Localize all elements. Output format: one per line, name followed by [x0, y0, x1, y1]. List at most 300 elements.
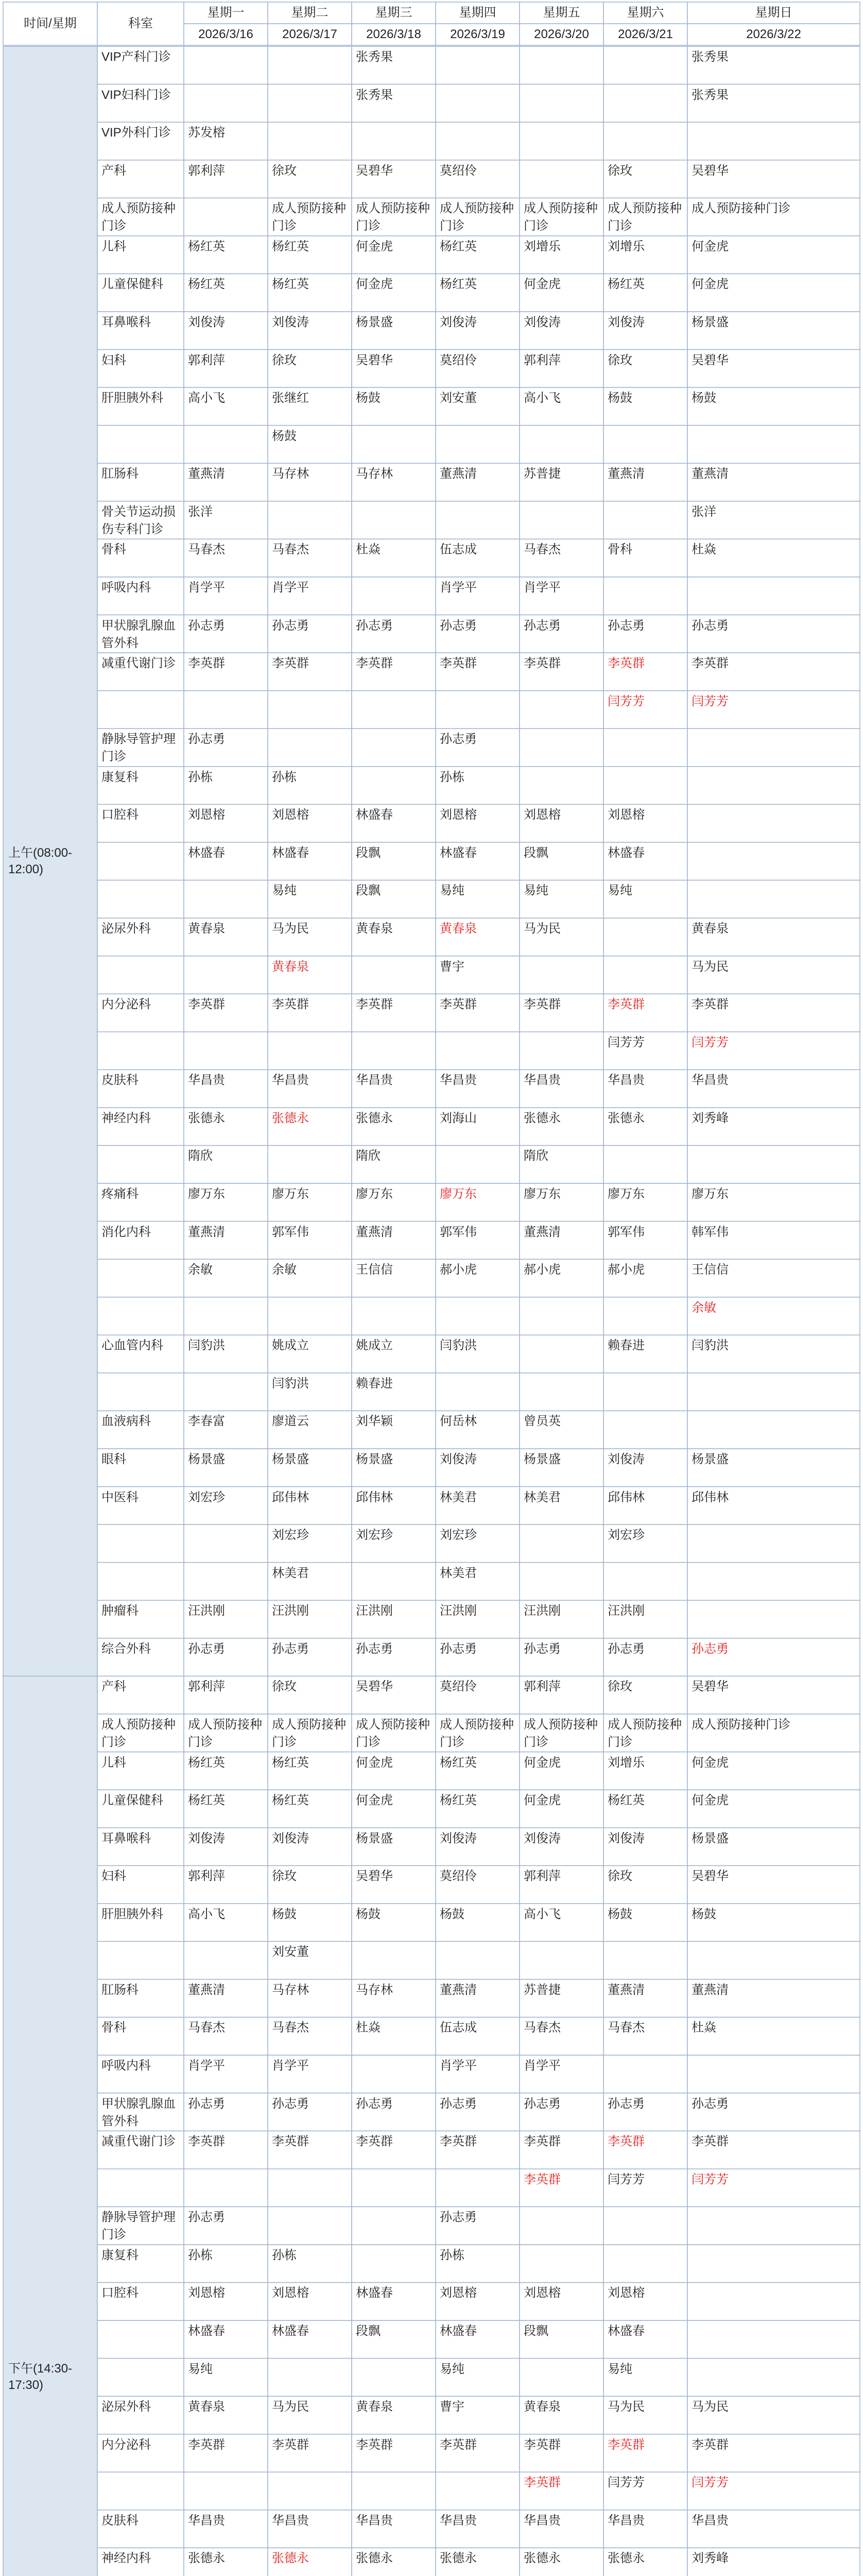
- doctor-name: 董燕清: [188, 1225, 225, 1239]
- doctor-name: 李英群: [356, 997, 393, 1012]
- dept-name: 泌尿外科: [101, 2400, 151, 2414]
- doctor-name: 汪洪刚: [524, 1604, 561, 1618]
- doctor-name: 郝小虎: [524, 1263, 561, 1277]
- dept-header-label: 科室: [128, 16, 153, 30]
- doctor-name: 林盛春: [272, 2324, 309, 2338]
- doctor-name: 张洋: [188, 504, 213, 519]
- doctor-name: 刘俊涛: [524, 315, 561, 329]
- doctor-name: 刘俊涛: [188, 315, 225, 329]
- schedule-cell: [603, 1373, 687, 1411]
- schedule-cell: [436, 46, 520, 84]
- dept-name: 妇科: [101, 1869, 126, 1884]
- doctor-name: 黄春泉: [356, 922, 393, 936]
- doctor-name: 李英群: [272, 997, 309, 1012]
- weekday-label: 星期四: [459, 6, 496, 20]
- doctor-name: 杨红英: [188, 277, 225, 292]
- schedule-cell: [268, 2472, 352, 2510]
- doctor-name: 杨景盛: [356, 1452, 393, 1466]
- doctor-name: 马春杰: [272, 543, 309, 557]
- schedule-cell: [687, 1941, 860, 1979]
- doctor-name: 吴碧华: [356, 353, 393, 367]
- doctor-name: 苏普捷: [524, 1982, 561, 1997]
- doctor-name: 王信信: [356, 1263, 393, 1277]
- schedule-cell: [436, 1373, 520, 1411]
- doctor-name: 杨鼓: [356, 391, 381, 405]
- dept-name: 产科: [101, 163, 126, 178]
- schedule-cell: [520, 1941, 603, 1979]
- doctor-name: 刘宏珍: [356, 1528, 393, 1543]
- doctor-name: 孙志勇: [440, 618, 477, 633]
- doctor-name: 杨鼓: [440, 1907, 464, 1921]
- doctor-name: 孙志勇: [608, 618, 645, 633]
- doctor-name: 闫芳芳: [608, 2476, 645, 2490]
- doctor-name: 肖学平: [272, 2059, 309, 2073]
- schedule-cell: [436, 84, 520, 123]
- doctor-name: 李英群: [524, 2476, 561, 2490]
- doctor-name: 杨红英: [188, 239, 225, 253]
- doctor-name: 郭利萍: [524, 353, 561, 367]
- doctor-name: 杨景盛: [188, 1452, 225, 1466]
- doctor-name: 刘恩榕: [440, 808, 477, 822]
- dept-name: 耳鼻喉科: [101, 315, 151, 329]
- doctor-name: 董燕清: [608, 1982, 645, 1997]
- doctor-name: 何金虎: [524, 1793, 561, 1808]
- doctor-name: 何金虎: [524, 1755, 561, 1770]
- dept-name: 呼吸内科: [101, 580, 151, 595]
- schedule-cell: [352, 2169, 436, 2207]
- doctor-name: 刘安董: [440, 391, 477, 405]
- doctor-name: 张秀果: [356, 88, 393, 102]
- doctor-name: 廖万东: [440, 1187, 477, 1201]
- doctor-name: 刘恩榕: [272, 808, 309, 822]
- doctor-name: 邱伟林: [608, 1490, 645, 1504]
- doctor-name: 张德永: [524, 2551, 561, 2566]
- dept-name: VIP产科门诊: [101, 50, 171, 64]
- doctor-name: 徐玫: [272, 353, 297, 367]
- schedule-cell: [520, 46, 603, 84]
- doctor-name: 杨红英: [272, 1793, 309, 1808]
- doctor-name: 段飘: [356, 884, 381, 898]
- doctor-name: 李英群: [356, 2134, 393, 2149]
- doctor-name: 廖万东: [608, 1187, 645, 1201]
- schedule-cell: [184, 1297, 268, 1335]
- doctor-name: 段飘: [356, 845, 381, 860]
- doctor-name: 华昌贵: [692, 1073, 729, 1088]
- dept-name: 神经内科: [101, 2551, 151, 2566]
- doctor-name: 林盛春: [188, 2324, 225, 2338]
- doctor-name: 李英群: [440, 656, 477, 671]
- doctor-name: 董燕清: [608, 467, 645, 481]
- doctor-name: 易纯: [440, 884, 464, 898]
- doctor-name: 易纯: [188, 2362, 213, 2376]
- doctor-name: 曾员英: [524, 1414, 561, 1429]
- doctor-name: 孙志勇: [188, 618, 225, 633]
- doctor-name: 刘华颖: [356, 1414, 393, 1429]
- schedule-cell: [687, 122, 860, 160]
- doctor-name: 杨鼓: [692, 391, 716, 405]
- schedule-cell: [268, 84, 352, 123]
- dept-name: VIP妇科门诊: [101, 88, 171, 102]
- schedule-cell: [436, 1941, 520, 1979]
- doctor-name: 孙志勇: [524, 618, 561, 633]
- weekday-label: 星期五: [543, 6, 580, 20]
- doctor-name: 廖万东: [272, 1187, 309, 1201]
- doctor-name: 吴碧华: [692, 1869, 729, 1884]
- dept-name: 甲状腺乳腺血管外科: [101, 618, 176, 650]
- doctor-name: 肖学平: [524, 2059, 561, 2073]
- doctor-name: 何金虎: [692, 1793, 729, 1808]
- doctor-name: 张秀果: [356, 50, 393, 64]
- doctor-name: 董燕清: [188, 467, 225, 481]
- doctor-name: 李英群: [188, 2437, 225, 2452]
- doctor-name: 易纯: [608, 884, 632, 898]
- schedule-cell: [687, 1563, 860, 1601]
- doctor-name: 林美君: [440, 1566, 477, 1580]
- doctor-name: 杨红英: [608, 1793, 645, 1808]
- doctor-name: 伍志成: [440, 2021, 477, 2035]
- doctor-name: 廖万东: [692, 1187, 729, 1201]
- doctor-name: 张德永: [188, 2551, 225, 2566]
- period-label: 下午(14:30-17:30): [8, 2362, 73, 2393]
- doctor-name: 廖万东: [188, 1187, 225, 1201]
- doctor-name: 何金虎: [524, 277, 561, 292]
- doctor-name: 孙志勇: [440, 732, 477, 747]
- schedule-cell: [436, 1297, 520, 1335]
- schedule-cell: [603, 577, 687, 615]
- doctor-name: 闫芳芳: [692, 2476, 729, 2490]
- doctor-name: 刘安董: [272, 1945, 309, 1959]
- doctor-name: 肖学平: [524, 580, 561, 595]
- doctor-name: 李英群: [692, 656, 729, 671]
- doctor-name: 杨鼓: [608, 1907, 632, 1921]
- doctor-name: 刘秀峰: [692, 1111, 729, 1125]
- doctor-name: 杨景盛: [272, 1452, 309, 1466]
- doctor-name: 汪洪刚: [356, 1604, 393, 1618]
- dept-name: 成人预防接种门诊: [101, 1717, 176, 1749]
- dept-name: 泌尿外科: [101, 922, 151, 936]
- doctor-name: 刘增乐: [608, 239, 645, 253]
- schedule-cell: [603, 122, 687, 160]
- doctor-name: 吴碧华: [692, 1680, 729, 1694]
- date-label: 2026/3/19: [450, 27, 505, 41]
- doctor-name: 杜焱: [356, 2021, 381, 2035]
- dept-name: 骨关节运动损伤专科门诊: [101, 504, 176, 536]
- dept-name: 骨科: [101, 2021, 126, 2035]
- schedule-cell: [184, 880, 268, 918]
- date-label: 2026/3/22: [746, 27, 801, 41]
- doctor-name: 邱伟林: [692, 1490, 729, 1504]
- doctor-name: 张秀果: [692, 88, 729, 102]
- doctor-name: 苏普捷: [524, 467, 561, 481]
- schedule-cell: [352, 956, 436, 994]
- schedule-cell: [520, 1373, 603, 1411]
- doctor-name: 张德永: [356, 1111, 393, 1125]
- doctor-name: 肖学平: [440, 580, 477, 595]
- schedule-cell: [352, 1032, 436, 1070]
- doctor-name: 孙志勇: [188, 2096, 225, 2111]
- doctor-name: 刘宏珍: [440, 1528, 477, 1543]
- doctor-name: 李英群: [356, 656, 393, 671]
- dept-cell: [97, 1524, 184, 1563]
- doctor-name: 郭利萍: [188, 163, 225, 178]
- doctor-name: 王信信: [692, 1263, 729, 1277]
- schedule-cell: [268, 2359, 352, 2397]
- doctor-name: 汪洪刚: [188, 1604, 225, 1618]
- schedule-cell: [352, 2245, 436, 2283]
- doctor-name: 伍志成: [440, 543, 477, 557]
- schedule-cell: [687, 1600, 860, 1638]
- doctor-name: 苏发榕: [188, 126, 225, 140]
- doctor-name: 赖春进: [356, 1376, 393, 1391]
- doctor-name: 华昌贵: [356, 1073, 393, 1088]
- doctor-name: 余敏: [692, 1300, 716, 1315]
- schedule-cell: [603, 46, 687, 84]
- doctor-name: 张德永: [608, 2551, 645, 2566]
- doctor-name: 郭军伟: [440, 1225, 477, 1239]
- weekday-label: 星期一: [207, 6, 245, 20]
- date-label: 2026/3/16: [198, 27, 253, 41]
- doctor-name: 李英群: [272, 2437, 309, 2452]
- doctor-name: 何金虎: [692, 277, 729, 292]
- doctor-name: 李英群: [692, 2134, 729, 2149]
- schedule-cell: [687, 804, 860, 842]
- doctor-name: 孙志勇: [692, 618, 729, 633]
- schedule-cell: [352, 122, 436, 160]
- doctor-name: 郝小虎: [608, 1263, 645, 1277]
- doctor-name: 汪洪刚: [608, 1604, 645, 1618]
- doctor-name: 余敏: [272, 1263, 297, 1277]
- dept-name: 肛肠科: [101, 467, 139, 481]
- dept-name: 内分泌科: [101, 2437, 151, 2452]
- doctor-name: 闫芳芳: [692, 2172, 729, 2187]
- weekday-label: 星期二: [291, 6, 329, 20]
- doctor-name: 孙志勇: [272, 618, 309, 633]
- schedule-cell: [184, 46, 268, 84]
- doctor-name: 成人预防接种门诊: [524, 201, 598, 233]
- doctor-name: 孙志勇: [272, 2096, 309, 2111]
- dept-name: 呼吸内科: [101, 2059, 151, 2073]
- doctor-name: 何金虎: [356, 1755, 393, 1770]
- doctor-name: 黄春泉: [272, 959, 309, 974]
- doctor-name: 马春杰: [272, 2021, 309, 2035]
- doctor-name: 曹宇: [440, 959, 464, 974]
- doctor-name: 李英群: [524, 2134, 561, 2149]
- doctor-name: 何金虎: [356, 1793, 393, 1808]
- schedule-cell: [352, 501, 436, 539]
- dept-cell: [97, 426, 184, 464]
- doctor-name: 汪洪刚: [272, 1604, 309, 1618]
- schedule-cell: [352, 426, 436, 464]
- doctor-name: 杨景盛: [524, 1452, 561, 1466]
- schedule-cell: [603, 2245, 687, 2283]
- dept-name: 肝胆胰外科: [101, 1907, 163, 1921]
- schedule-cell: [184, 1373, 268, 1411]
- dept-cell: [97, 691, 184, 729]
- schedule-cell: [268, 1032, 352, 1070]
- doctor-name: 肖学平: [272, 580, 309, 595]
- schedule-cell: [603, 501, 687, 539]
- dept-name: 神经内科: [101, 1111, 151, 1125]
- dept-name: 皮肤科: [101, 2513, 139, 2528]
- dept-name: 产科: [101, 1680, 126, 1694]
- doctor-name: 张继红: [272, 391, 309, 405]
- dept-name: 心血管内科: [101, 1338, 163, 1353]
- doctor-name: 刘俊涛: [608, 1452, 645, 1466]
- doctor-name: 刘俊涛: [188, 1831, 225, 1845]
- doctor-name: 刘俊涛: [440, 315, 477, 329]
- doctor-name: 杨红英: [440, 277, 477, 292]
- schedule-cell: [603, 1297, 687, 1335]
- doctor-name: 成人预防接种门诊: [440, 1717, 514, 1749]
- schedule-cell: [520, 1297, 603, 1335]
- doctor-name: 吴碧华: [692, 353, 729, 367]
- schedule-cell: [268, 691, 352, 729]
- doctor-name: 林盛春: [356, 2286, 393, 2300]
- doctor-name: 华昌贵: [440, 2513, 477, 2528]
- schedule-cell: [520, 122, 603, 160]
- schedule-cell: [603, 1941, 687, 1979]
- schedule-cell: [687, 2245, 860, 2283]
- dept-cell: [97, 1145, 184, 1183]
- doctor-name: 骨科: [608, 543, 632, 557]
- doctor-name: 何金虎: [692, 1755, 729, 1770]
- doctor-name: 刘恩榕: [524, 808, 561, 822]
- doctor-name: 马为民: [692, 2400, 729, 2414]
- schedule-cell: [184, 1524, 268, 1563]
- doctor-name: 郭利萍: [188, 1869, 225, 1884]
- schedule-cell: [184, 2472, 268, 2510]
- doctor-name: 华昌贵: [692, 2513, 729, 2528]
- doctor-name: 杨红英: [440, 1755, 477, 1770]
- doctor-name: 郭利萍: [188, 353, 225, 367]
- schedule-cell: [436, 2472, 520, 2510]
- schedule-cell: [352, 728, 436, 767]
- doctor-name: 高小飞: [524, 391, 561, 405]
- doctor-name: 杨红英: [188, 1793, 225, 1808]
- dept-name: 口腔科: [101, 2286, 139, 2300]
- doctor-name: 段飘: [524, 2324, 548, 2338]
- doctor-name: 马为民: [608, 2400, 645, 2414]
- schedule-cell: [687, 2282, 860, 2320]
- doctor-name: 张秀果: [692, 50, 729, 64]
- doctor-name: 成人预防接种门诊: [188, 1717, 262, 1749]
- doctor-name: 李英群: [272, 2134, 309, 2149]
- dept-cell: [97, 2169, 184, 2207]
- schedule-cell: [268, 2169, 352, 2207]
- schedule-cell: [520, 501, 603, 539]
- schedule-cell: [520, 2245, 603, 2283]
- doctor-name: 孙志勇: [608, 1641, 645, 1656]
- schedule-cell: [436, 1032, 520, 1070]
- dept-name: VIP外科门诊: [101, 126, 171, 140]
- schedule-cell: [603, 767, 687, 805]
- doctor-name: 高小飞: [188, 391, 225, 405]
- doctor-name: 吴碧华: [356, 1869, 393, 1884]
- schedule-cell: [520, 1032, 603, 1070]
- dept-cell: [97, 1373, 184, 1411]
- doctor-name: 董燕清: [692, 467, 729, 481]
- schedule-cell: [436, 1145, 520, 1183]
- doctor-name: 徐玫: [272, 1869, 297, 1884]
- doctor-name: 刘恩榕: [188, 808, 225, 822]
- doctor-name: 杜焱: [356, 543, 381, 557]
- doctor-name: 杜焱: [692, 543, 716, 557]
- doctor-name: 华昌贵: [524, 1073, 561, 1088]
- dept-name: 甲状腺乳腺血管外科: [101, 2096, 176, 2128]
- doctor-name: 隋欣: [188, 1149, 213, 1163]
- doctor-name: 马春杰: [188, 2021, 225, 2035]
- dept-name: 中医科: [101, 1490, 139, 1504]
- doctor-name: 杨鼓: [608, 391, 632, 405]
- doctor-name: 刘宏珍: [188, 1490, 225, 1504]
- doctor-name: 刘恩榕: [440, 2286, 477, 2300]
- doctor-name: 李英群: [440, 997, 477, 1012]
- doctor-name: 董燕清: [692, 1982, 729, 1997]
- doctor-name: 华昌贵: [188, 1073, 225, 1088]
- doctor-name: 马为民: [272, 2400, 309, 2414]
- schedule-cell: [603, 728, 687, 767]
- doctor-name: 莫绍伶: [440, 163, 477, 178]
- doctor-name: 林盛春: [272, 845, 309, 860]
- schedule-cell: [268, 728, 352, 767]
- doctor-name: 成人预防接种门诊: [356, 1717, 430, 1749]
- schedule-cell: [520, 767, 603, 805]
- doctor-name: 马为民: [692, 959, 729, 974]
- doctor-name: 张德永: [356, 2551, 393, 2566]
- dept-name: 肛肠科: [101, 1982, 139, 1997]
- schedule-cell: [352, 1563, 436, 1601]
- doctor-name: 成人预防接种门诊: [608, 201, 682, 233]
- doctor-name: 成人预防接种门诊: [440, 201, 514, 233]
- doctor-name: 刘俊涛: [608, 315, 645, 329]
- doctor-name: 郭利萍: [188, 1680, 225, 1694]
- doctor-name: 莫绍伶: [440, 353, 477, 367]
- doctor-name: 邱伟林: [272, 1490, 309, 1504]
- schedule-cell: [268, 501, 352, 539]
- doctor-name: 闫芳芳: [608, 2172, 645, 2187]
- doctor-name: 李英群: [524, 997, 561, 1012]
- doctor-name: 李英群: [188, 656, 225, 671]
- schedule-cell: [603, 426, 687, 464]
- schedule-cell: [687, 1373, 860, 1411]
- doctor-name: 易纯: [524, 884, 548, 898]
- doctor-name: 李英群: [692, 997, 729, 1012]
- doctor-name: 李春富: [188, 1414, 225, 1429]
- schedule-cell: [687, 2207, 860, 2245]
- doctor-name: 邱伟林: [356, 1490, 393, 1504]
- doctor-name: 李英群: [188, 2134, 225, 2149]
- doctor-name: 何金虎: [356, 239, 393, 253]
- doctor-name: 孙栋: [272, 2248, 297, 2262]
- dept-cell: [97, 1032, 184, 1070]
- doctor-name: 刘俊涛: [524, 1831, 561, 1845]
- doctor-name: 刘宏珍: [272, 1528, 309, 1543]
- dept-name: 静脉导管护理门诊: [101, 732, 176, 764]
- doctor-name: 何岳林: [440, 1414, 477, 1429]
- doctor-name: 郝小虎: [440, 1263, 477, 1277]
- doctor-name: 华昌贵: [524, 2513, 561, 2528]
- dept-name: 康复科: [101, 770, 139, 784]
- doctor-name: 孙志勇: [356, 2096, 393, 2111]
- dept-cell: [97, 842, 184, 880]
- doctor-name: 黄春泉: [356, 2400, 393, 2414]
- doctor-name: 徐玫: [608, 1680, 632, 1694]
- doctor-name: 刘恩榕: [272, 2286, 309, 2300]
- dept-name: 儿童保健科: [101, 1793, 163, 1808]
- dept-name: 妇科: [101, 353, 126, 367]
- doctor-name: 肖学平: [188, 2059, 225, 2073]
- schedule-cell: [687, 728, 860, 767]
